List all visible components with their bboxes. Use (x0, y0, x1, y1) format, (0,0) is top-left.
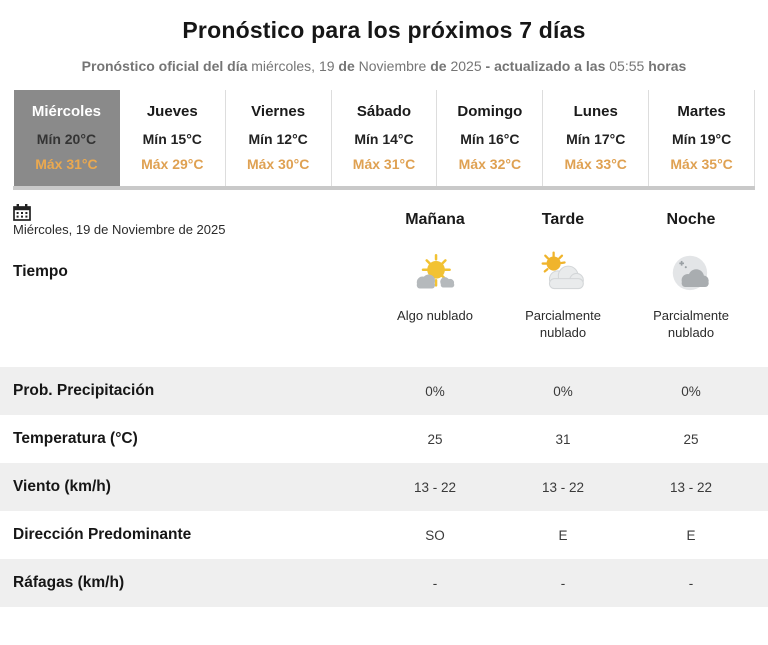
table-row (0, 511, 768, 559)
moon-behind-cloud-icon (666, 250, 716, 300)
day-tab[interactable] (649, 90, 755, 186)
table-row (0, 367, 768, 415)
row-value-manana: 25 (427, 431, 443, 447)
day-tab[interactable] (543, 90, 649, 186)
row-value-tarde: - (560, 575, 566, 591)
weather-caption: Parcialmente nublado (525, 308, 601, 340)
calendar-icon (13, 204, 31, 221)
day-tab-name: Sábado (356, 103, 412, 120)
day-tab-name: Martes (677, 103, 726, 120)
row-label: Temperatura (°C) (13, 430, 138, 447)
row-value-noche: - (688, 575, 694, 591)
day-tab[interactable] (120, 90, 226, 186)
row-value-noche: 0% (681, 383, 701, 399)
table-row (0, 559, 768, 607)
day-tab-name: Lunes (573, 103, 618, 120)
row-label: Ráfagas (km/h) (13, 574, 125, 591)
selected-date-label: Miércoles, 19 de Noviembre de 2025 (13, 221, 226, 237)
day-tab-max-temp: Máx 30°C (246, 156, 310, 172)
weather-row-label: Tiempo (13, 263, 68, 280)
forecast-table-header (0, 190, 768, 242)
table-row (0, 463, 768, 511)
subtitle-segment: Pronóstico oficial del día (81, 58, 252, 74)
row-value-tarde: E (558, 527, 568, 543)
table-row (0, 415, 768, 463)
sun-behind-cloud-icon (538, 250, 588, 300)
subtitle-segment: Noviembre (358, 58, 431, 74)
row-value-tarde: 31 (555, 431, 571, 447)
row-label: Viento (km/h) (13, 478, 111, 495)
day-tab[interactable] (332, 90, 438, 186)
subtitle-segment: horas (648, 58, 687, 74)
row-value-tarde: 13 - 22 (541, 479, 585, 495)
subtitle-segment: de (430, 58, 451, 74)
day-tab-max-temp: Máx 31°C (35, 156, 98, 172)
weather-cell-manana (371, 250, 499, 324)
column-header-noche: Noche (666, 211, 716, 228)
day-tab-min-temp: Mín 17°C (566, 131, 626, 147)
subtitle (0, 58, 768, 74)
day-tab-name: Viernes (251, 103, 306, 120)
day-tab-min-temp: Mín 12°C (248, 131, 308, 147)
row-label: Dirección Predominante (13, 526, 192, 543)
row-value-noche: E (686, 527, 696, 543)
weather-caption: Parcialmente nublado (653, 308, 729, 340)
day-tab-min-temp: Mín 14°C (354, 131, 414, 147)
day-tab[interactable] (437, 90, 543, 186)
subtitle-segment: miércoles, 19 (251, 58, 339, 74)
subtitle-segment: - actualizado a las (485, 58, 610, 74)
day-tab-min-temp: Mín 20°C (36, 131, 97, 147)
row-value-manana: - (432, 575, 438, 591)
forecast-data-rows (0, 367, 768, 607)
day-tab-name: Jueves (146, 103, 198, 120)
weather-row (0, 242, 768, 367)
row-value-manana: SO (425, 527, 445, 543)
column-header-manana: Mañana (405, 211, 465, 228)
day-tab-max-temp: Máx 31°C (352, 156, 416, 172)
day-tab-name: Miércoles (31, 103, 102, 120)
day-tab-min-temp: Mín 16°C (460, 131, 520, 147)
sun-with-clouds-icon (410, 250, 460, 300)
weather-cell-tarde (499, 250, 627, 341)
day-tab-max-temp: Máx 35°C (670, 156, 733, 172)
day-tab[interactable] (226, 90, 332, 186)
day-tab[interactable] (13, 90, 120, 186)
weather-cell-noche (627, 250, 755, 341)
day-tab-max-temp: Máx 33°C (564, 156, 627, 172)
day-tab-name: Domingo (457, 103, 523, 120)
column-header-tarde: Tarde (541, 211, 585, 228)
page-title: Pronóstico para los próximos 7 días (182, 17, 586, 43)
day-tab-max-temp: Máx 32°C (458, 156, 522, 172)
day-tab-min-temp: Mín 19°C (671, 131, 732, 147)
weather-caption: Algo nublado (397, 308, 473, 323)
row-value-manana: 13 - 22 (413, 479, 457, 495)
day-tab-min-temp: Mín 15°C (142, 131, 202, 147)
row-value-noche: 25 (683, 431, 699, 447)
subtitle-segment: de (338, 58, 359, 74)
row-value-noche: 13 - 22 (669, 479, 713, 495)
row-value-tarde: 0% (553, 383, 573, 399)
subtitle-segment: 05:55 (609, 58, 649, 74)
date-block (13, 204, 371, 237)
row-value-manana: 0% (425, 383, 445, 399)
row-label: Prob. Precipitación (13, 382, 155, 399)
forecast-table (0, 190, 768, 607)
subtitle-segment: 2025 (450, 58, 486, 74)
day-tab-max-temp: Máx 29°C (141, 156, 204, 172)
day-tabs-strip (13, 90, 755, 190)
